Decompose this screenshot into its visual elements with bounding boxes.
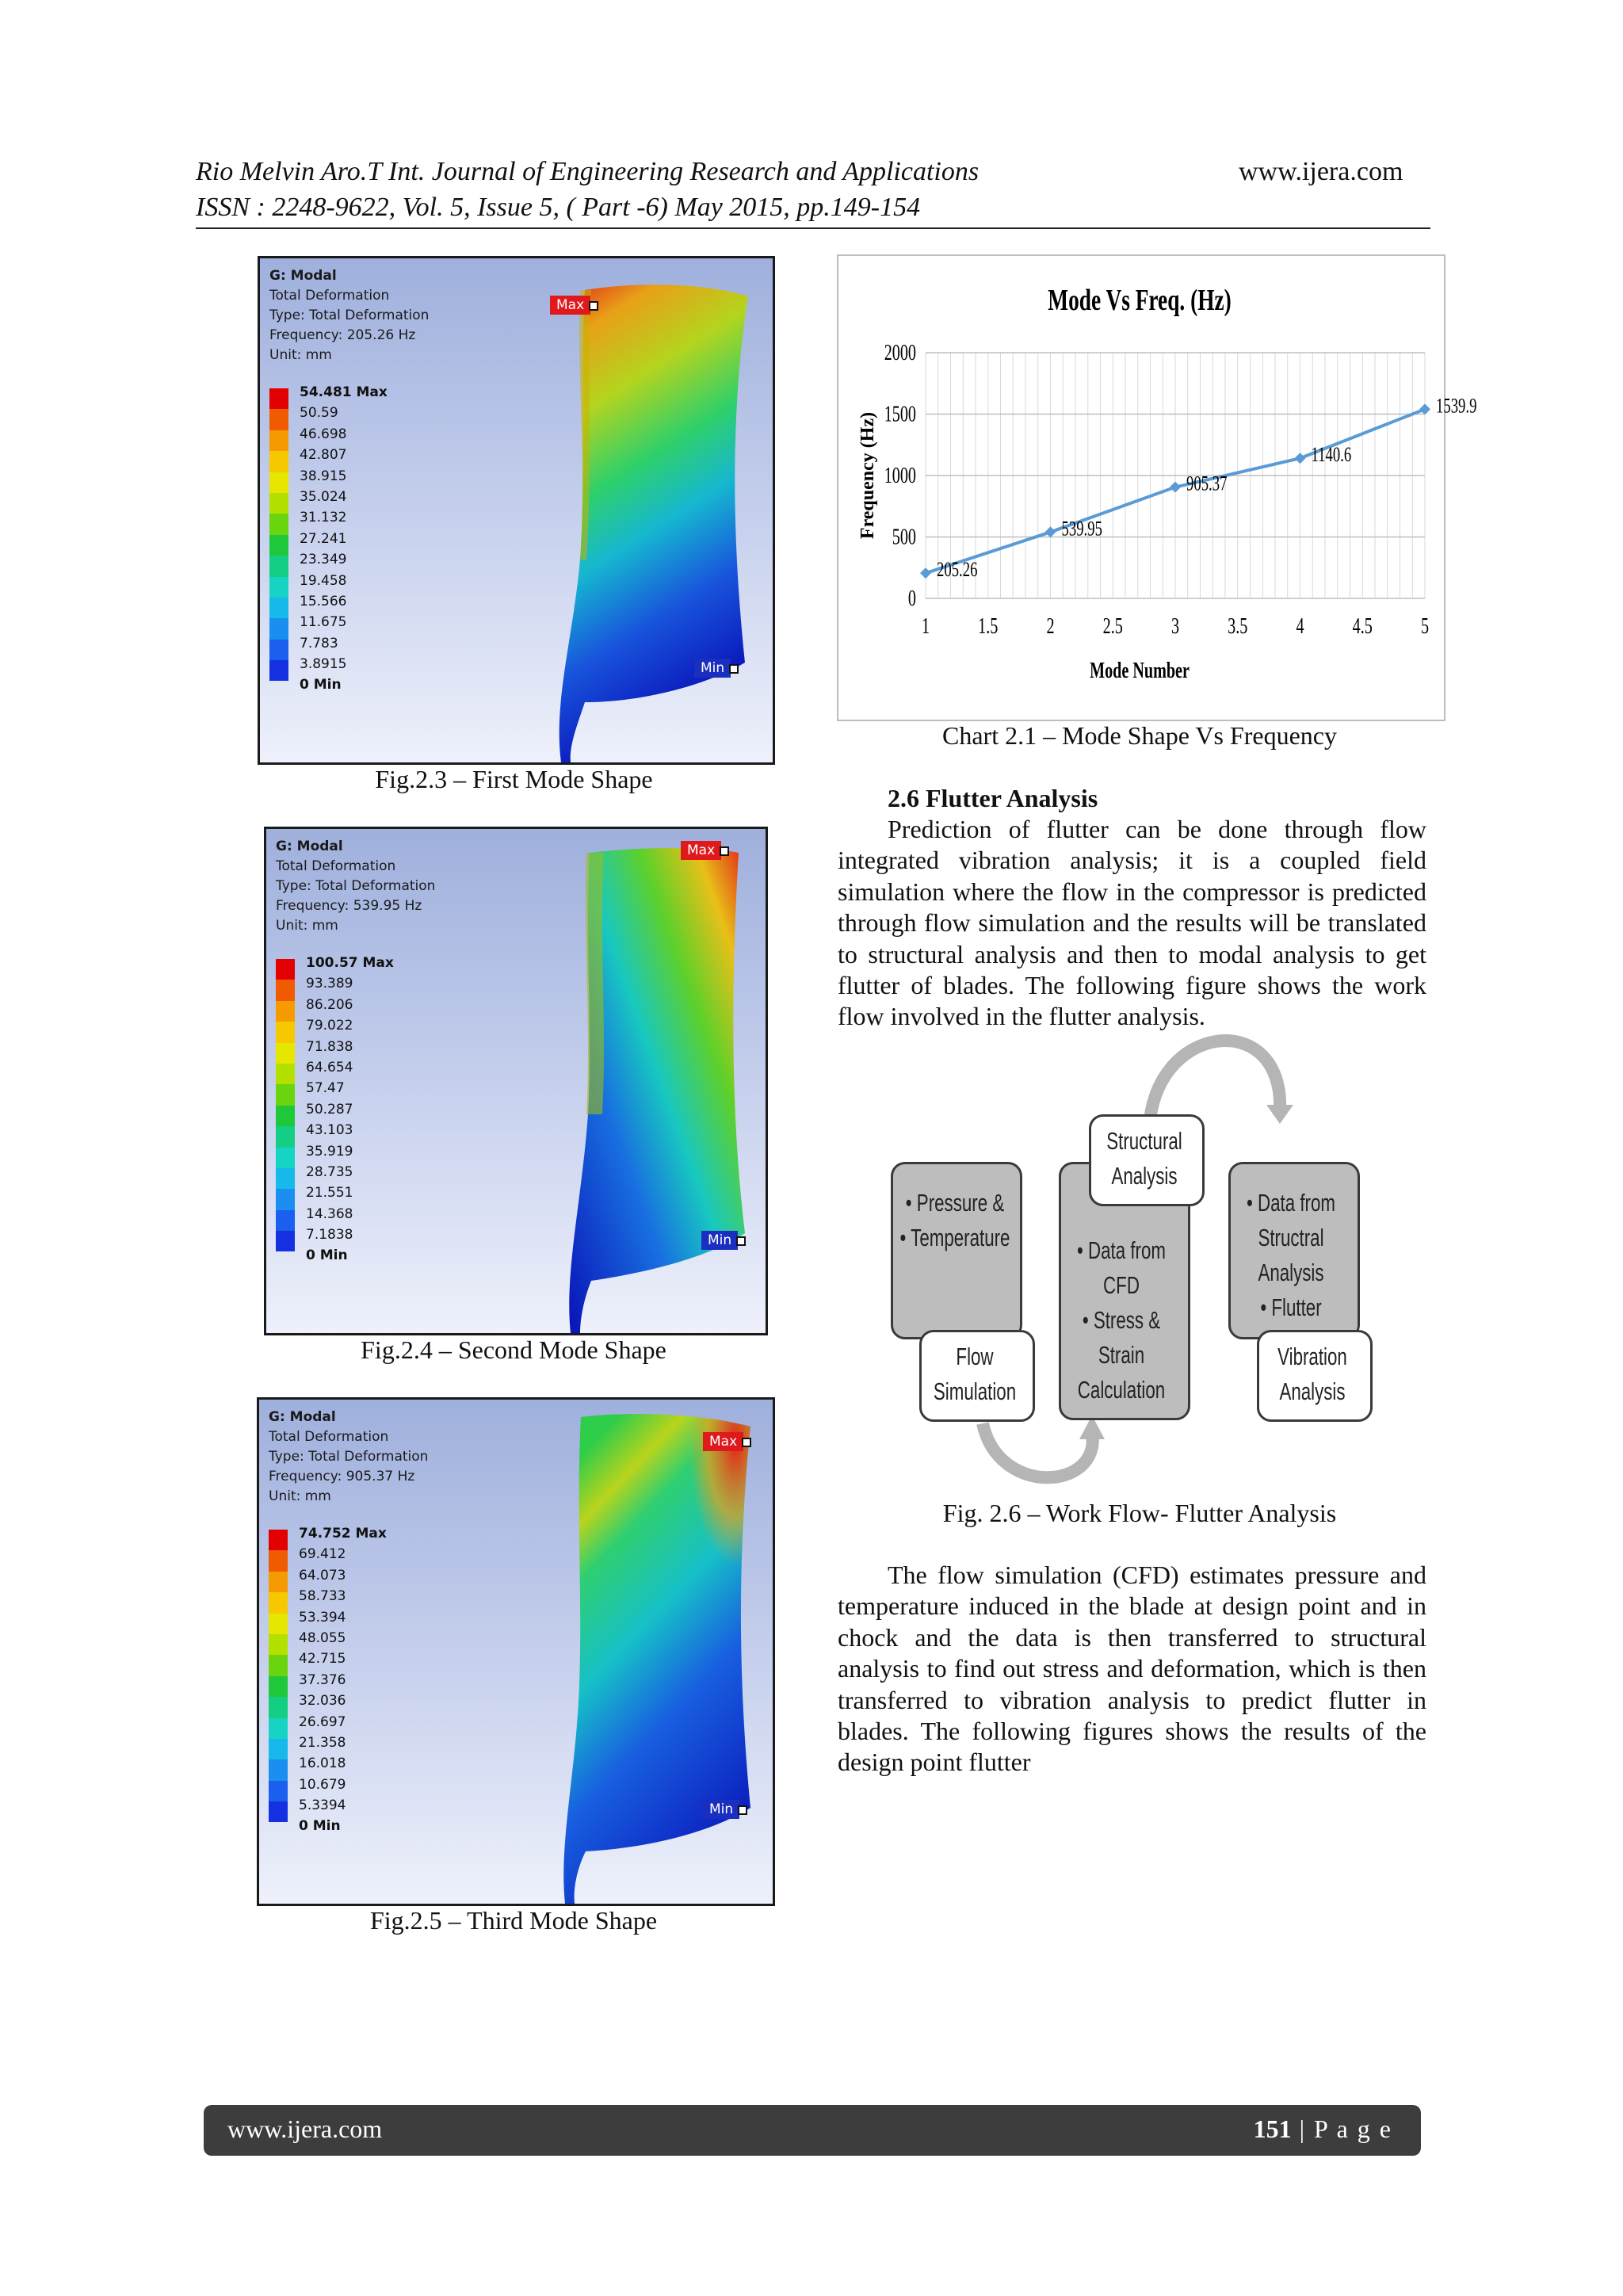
max-marker: Max (550, 296, 590, 315)
figure-title: G: Modal (269, 268, 337, 284)
section-paragraph-2 (838, 1560, 1426, 1778)
figure-line: Total Deformation (276, 858, 396, 874)
figure-unit: Unit: mm (269, 347, 332, 363)
paragraph-text: The flow simulation (CFD) estimates pressure and temperature induced in the blade at design point and in chock and the data is then transferred to structural analysis to find out stress and deformation, which is then transferred to vibration analysis to predict flutter in blades. The following figures shows the results of the design point flutter (838, 1561, 1426, 1777)
x-tick-label: 1 (921, 613, 930, 639)
legend-label: 0 Min (306, 1247, 348, 1264)
legend-label: 71.838 (306, 1038, 353, 1055)
workflow-item: • Stress & (1082, 1306, 1161, 1334)
data-label: 205.26 (937, 558, 978, 581)
workflow-diagram (880, 1022, 1395, 1474)
page-number-value: 151 (1253, 2115, 1292, 2143)
legend-label: 10.679 (299, 1776, 346, 1793)
figure-title: G: Modal (269, 1409, 336, 1425)
journal-header-line2: ISSN : 2248-9622, Vol. 5, Issue 5, ( Part -6) May 2015, pp.149-154 (196, 193, 921, 222)
legend-label: 7.1838 (306, 1227, 353, 1244)
flow-simulation-label (923, 1339, 1026, 1409)
page-number (1254, 2115, 1392, 2144)
legend-label: 57.47 (306, 1080, 345, 1097)
legend-label: 16.018 (299, 1755, 346, 1772)
legend-label: 35.919 (306, 1143, 353, 1159)
data-point (920, 567, 931, 579)
data-point (1419, 403, 1430, 415)
figure-second-mode (264, 827, 768, 1335)
figure-frequency: Frequency: 539.95 Hz (276, 898, 422, 914)
figure-line: Type: Total Deformation (269, 308, 430, 323)
vibration-analysis-label (1261, 1339, 1364, 1409)
max-marker: Max (703, 1432, 743, 1451)
legend-label: 50.287 (306, 1101, 353, 1117)
y-tick-label: 500 (892, 525, 916, 550)
legend-label: 14.368 (306, 1205, 353, 1222)
legend-label: 3.8915 (300, 656, 347, 673)
workflow-label: Flow (956, 1343, 994, 1370)
workflow-label: Simulation (933, 1377, 1017, 1405)
header-rule (196, 227, 1430, 229)
x-tick-label: 3.5 (1228, 613, 1248, 639)
min-marker: Min (701, 1231, 738, 1250)
figure-first-mode (258, 256, 775, 765)
min-marker: Min (694, 659, 731, 678)
figure-frequency: Frequency: 205.26 Hz (269, 327, 416, 343)
legend-label: 69.412 (299, 1546, 346, 1563)
figure-caption: Fig.2.3 – First Mode Shape (375, 765, 653, 793)
workflow-item: Calculation (1077, 1376, 1166, 1404)
x-tick-label: 4.5 (1352, 613, 1373, 639)
legend-label: 0 Min (299, 1818, 341, 1835)
data-point (1295, 453, 1306, 464)
legend-label: 28.735 (306, 1163, 353, 1180)
structural-analysis-label (1093, 1124, 1196, 1194)
footer-url: www.ijera.com (227, 2115, 383, 2143)
y-axis-label: Frequency (Hz) (857, 411, 878, 540)
legend-label: 64.654 (306, 1059, 353, 1075)
workflow-caption: Fig. 2.6 – Work Flow- Flutter Analysis (942, 1499, 1337, 1527)
section-paragraph-1 (838, 814, 1426, 1033)
legend-label: 32.036 (299, 1693, 346, 1710)
page-footer (204, 2105, 1421, 2156)
figure-line: Total Deformation (269, 288, 390, 304)
x-tick-label: 1.5 (978, 613, 999, 639)
legend-label: 37.376 (299, 1671, 346, 1688)
legend-label: 15.566 (300, 593, 347, 609)
min-marker: Min (703, 1800, 739, 1819)
workflow-item: Structral (1258, 1224, 1324, 1251)
legend-label: 38.915 (300, 468, 347, 484)
data-label: 1140.6 (1311, 443, 1352, 466)
legend-label: 100.57 Max (306, 955, 394, 971)
figure-line: Type: Total Deformation (276, 878, 436, 894)
chart-caption: Chart 2.1 – Mode Shape Vs Frequency (942, 721, 1337, 750)
blade-render (260, 258, 773, 762)
workflow-item: • Flutter (1260, 1293, 1322, 1321)
x-tick-label: 2.5 (1102, 613, 1123, 639)
page-suffix: | P a g e (1291, 2115, 1392, 2143)
workflow-item: • Pressure & (905, 1189, 1005, 1217)
data-label: 905.37 (1186, 472, 1228, 495)
legend-label: 64.073 (299, 1567, 346, 1584)
legend-label: 21.551 (306, 1185, 353, 1201)
workflow-item: • Temperature (899, 1224, 1010, 1251)
figure-unit: Unit: mm (269, 1488, 331, 1504)
figure-title: G: Modal (276, 839, 343, 854)
y-tick-label: 2000 (884, 340, 916, 365)
data-point (1045, 526, 1056, 537)
y-tick-label: 1000 (884, 463, 916, 488)
x-tick-label: 4 (1296, 613, 1304, 639)
legend-label: 19.458 (300, 572, 347, 589)
mode-frequency-chart (837, 254, 1477, 721)
chart-plot (838, 256, 1477, 720)
figure-unit: Unit: mm (276, 918, 338, 934)
y-tick-label: 0 (907, 586, 916, 611)
workflow-item: • Data from (1076, 1236, 1167, 1264)
figure-line: Type: Total Deformation (269, 1449, 429, 1465)
blade-render (259, 1400, 773, 1904)
x-tick-label: 2 (1046, 613, 1055, 639)
legend-label: 86.206 (306, 996, 353, 1013)
legend-label: 53.394 (299, 1609, 346, 1626)
figure-third-mode (257, 1397, 775, 1906)
legend-label: 42.715 (299, 1651, 346, 1668)
workflow-item: • Data from (1246, 1189, 1336, 1217)
legend-label: 11.675 (300, 614, 347, 631)
x-tick-label: 5 (1420, 613, 1430, 639)
journal-url-header: www.ijera.com (1239, 157, 1403, 186)
legend-label: 27.241 (300, 530, 347, 547)
data-point (1170, 482, 1181, 493)
legend-label: 21.358 (299, 1734, 346, 1751)
figure-caption: Fig.2.5 – Third Mode Shape (369, 1906, 658, 1935)
section-heading: 2.6 Flutter Analysis (888, 784, 1098, 812)
legend-label: 35.024 (300, 488, 347, 505)
legend-label: 54.481 Max (300, 384, 388, 400)
workflow-item: Analysis (1258, 1259, 1324, 1286)
legend-label: 74.752 Max (299, 1526, 387, 1541)
workflow-label: Analysis (1111, 1162, 1178, 1190)
legend-label: 7.783 (300, 635, 338, 651)
workflow-label: Analysis (1279, 1377, 1346, 1405)
figure-caption: Fig.2.4 – Second Mode Shape (361, 1335, 666, 1364)
data-label: 539.95 (1061, 517, 1102, 541)
workflow-label: Structural (1106, 1127, 1182, 1155)
y-tick-label: 1500 (884, 402, 916, 427)
legend-label: 93.389 (306, 976, 353, 992)
legend-label: 42.807 (300, 447, 347, 464)
workflow-item: CFD (1103, 1271, 1140, 1299)
structural-analysis-items (1061, 1233, 1181, 1408)
legend-label: 58.733 (299, 1588, 346, 1605)
vibration-analysis-items (1231, 1186, 1350, 1325)
legend-label: 31.132 (300, 510, 347, 526)
workflow-item: Strain (1098, 1341, 1145, 1369)
figure-frequency: Frequency: 905.37 Hz (269, 1469, 415, 1484)
legend-label: 43.103 (306, 1122, 353, 1139)
legend-label: 0 Min (300, 677, 342, 693)
legend-label: 26.697 (299, 1713, 346, 1730)
blade-render (266, 829, 766, 1333)
legend-label: 50.59 (300, 405, 338, 422)
chart-title: Mode Vs Freq. (Hz) (1048, 283, 1232, 318)
max-marker: Max (681, 841, 721, 860)
legend-label: 46.698 (300, 426, 347, 442)
legend-label: 5.3394 (299, 1797, 346, 1814)
flow-simulation-items (895, 1186, 1014, 1255)
x-tick-label: 3 (1170, 613, 1180, 639)
journal-header-line1: Rio Melvin Aro.T Int. Journal of Engineering Research and Applications (196, 157, 980, 186)
workflow-label: Vibration (1277, 1343, 1347, 1370)
legend-label: 79.022 (306, 1018, 353, 1034)
x-axis-label: Mode Number (1090, 658, 1190, 683)
paragraph-text: Prediction of flutter can be done through flow integrated vibration analysis; it is a coupled field simulation where the flow in the compressor is predicted through flow simulation and the results will be translated to structural analysis and then to modal analysis to get flutter of blades. The following figure shows the work flow involved in the flutter analysis. (838, 815, 1426, 1031)
legend-label: 48.055 (299, 1629, 346, 1646)
data-label: 1539.9 (1436, 394, 1477, 418)
legend-label: 23.349 (300, 552, 347, 568)
figure-line: Total Deformation (269, 1429, 389, 1445)
